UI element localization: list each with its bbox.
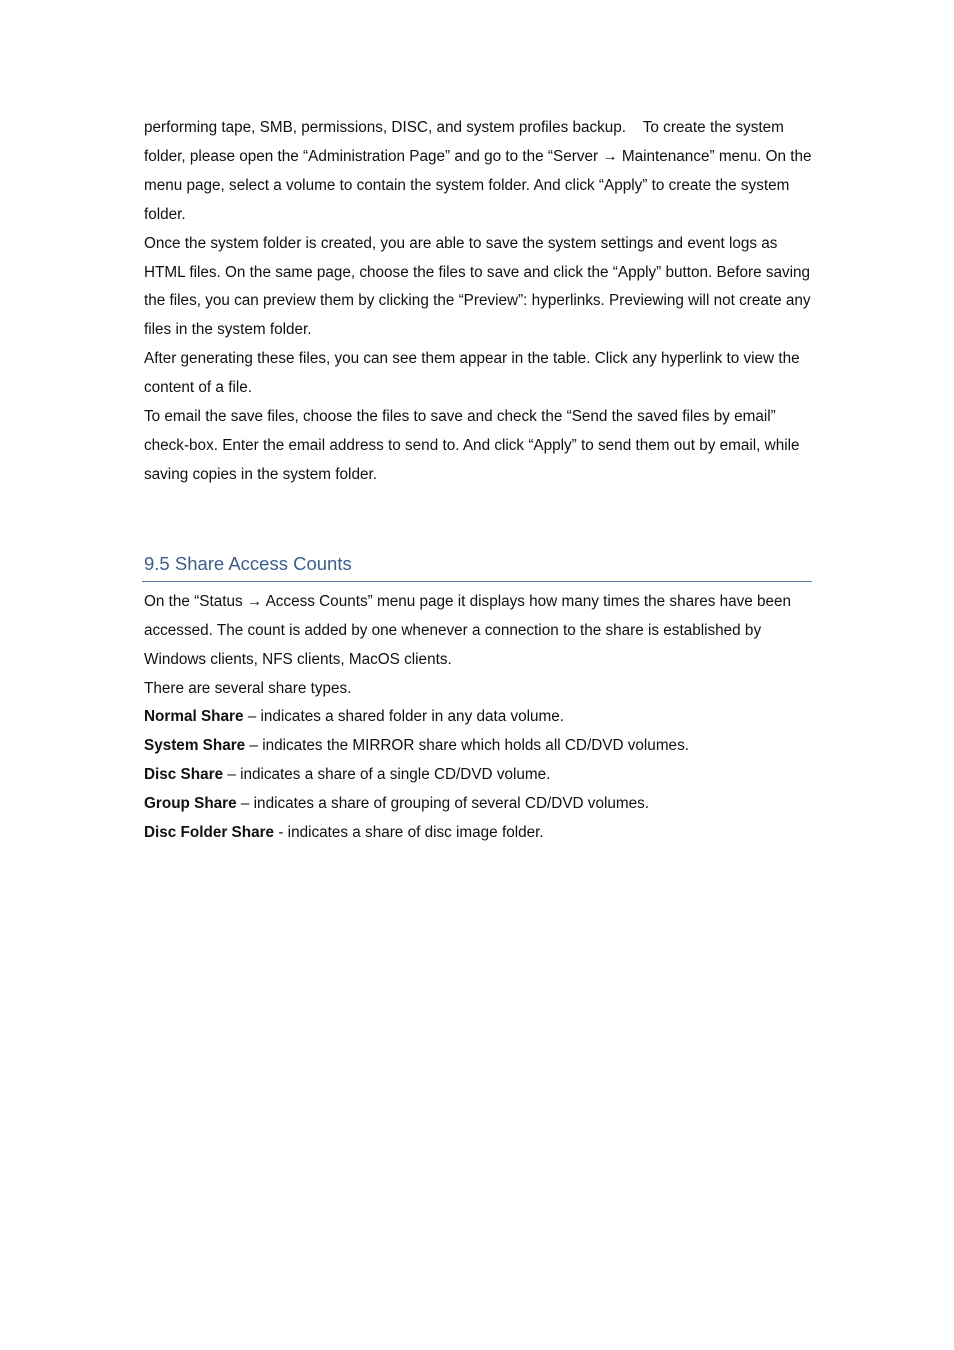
share-type-term: Group Share — [144, 795, 237, 813]
share-type-disc-folder — [144, 819, 812, 848]
intro-paragraph-1: performing tape, SMB, permissions, DISC, and system profiles backup. To create the system folder, please open the “Administration Page” and go to the “Server → Maintenance” menu. On the menu page, select a volume to contain the system folder. And click “Apply” to create the system folder. — [144, 119, 812, 223]
share-type-normal — [144, 703, 812, 732]
share-type-term: Disc Folder Share — [144, 824, 275, 842]
section-paragraph-1: On the “Status → Access Counts” menu page it displays how many times the shares have been accessed. The count is added by one whenever a connection to the share is established by Windows clients, NFS clients, MacOS clients. — [144, 592, 792, 668]
share-type-system — [144, 732, 812, 761]
intro-paragraph-2: Once the system folder is created, you are able to save the system settings and event logs as HTML files. On the same page, choose the files to save and click the “Apply” button. Before saving the files, you can preview them by clicking the “Preview”: hyperlinks. Previewing will not create any files in the system folder. — [144, 234, 811, 339]
share-type-group — [144, 790, 812, 819]
share-type-desc: – indicates a share of a single CD/DVD volume. — [223, 766, 551, 784]
share-type-desc: - indicates a share of disc image folder. — [274, 824, 544, 842]
share-type-disc — [144, 761, 812, 790]
intro-paragraph-3: After generating these files, you can see them appear in the table. Click any hyperlink to view the content of a file. — [144, 350, 800, 397]
heading-rule — [142, 581, 812, 582]
share-type-desc: – indicates a share of grouping of several CD/DVD volumes. — [236, 795, 650, 813]
section-body — [144, 588, 812, 848]
share-type-desc: – indicates the MIRROR share which holds all CD/DVD volumes. — [245, 737, 689, 755]
share-type-term: System Share — [144, 737, 246, 755]
document-page — [144, 114, 812, 848]
section-spacer — [144, 490, 812, 551]
share-type-term: Disc Share — [144, 766, 224, 784]
section-heading: 9.5 Share Access Counts — [144, 552, 352, 574]
share-type-term: Normal Share — [144, 708, 244, 726]
intro-paragraph-4: To email the save files, choose the files to save and check the “Send the saved files by email” check-box. Enter the email address to send to. And click “Apply” to send them out by email, while saving copies in the system folder. — [144, 408, 800, 483]
section-paragraph-2: There are several share types. — [144, 679, 352, 697]
share-type-desc: – indicates a shared folder in any data volume. — [243, 708, 565, 726]
